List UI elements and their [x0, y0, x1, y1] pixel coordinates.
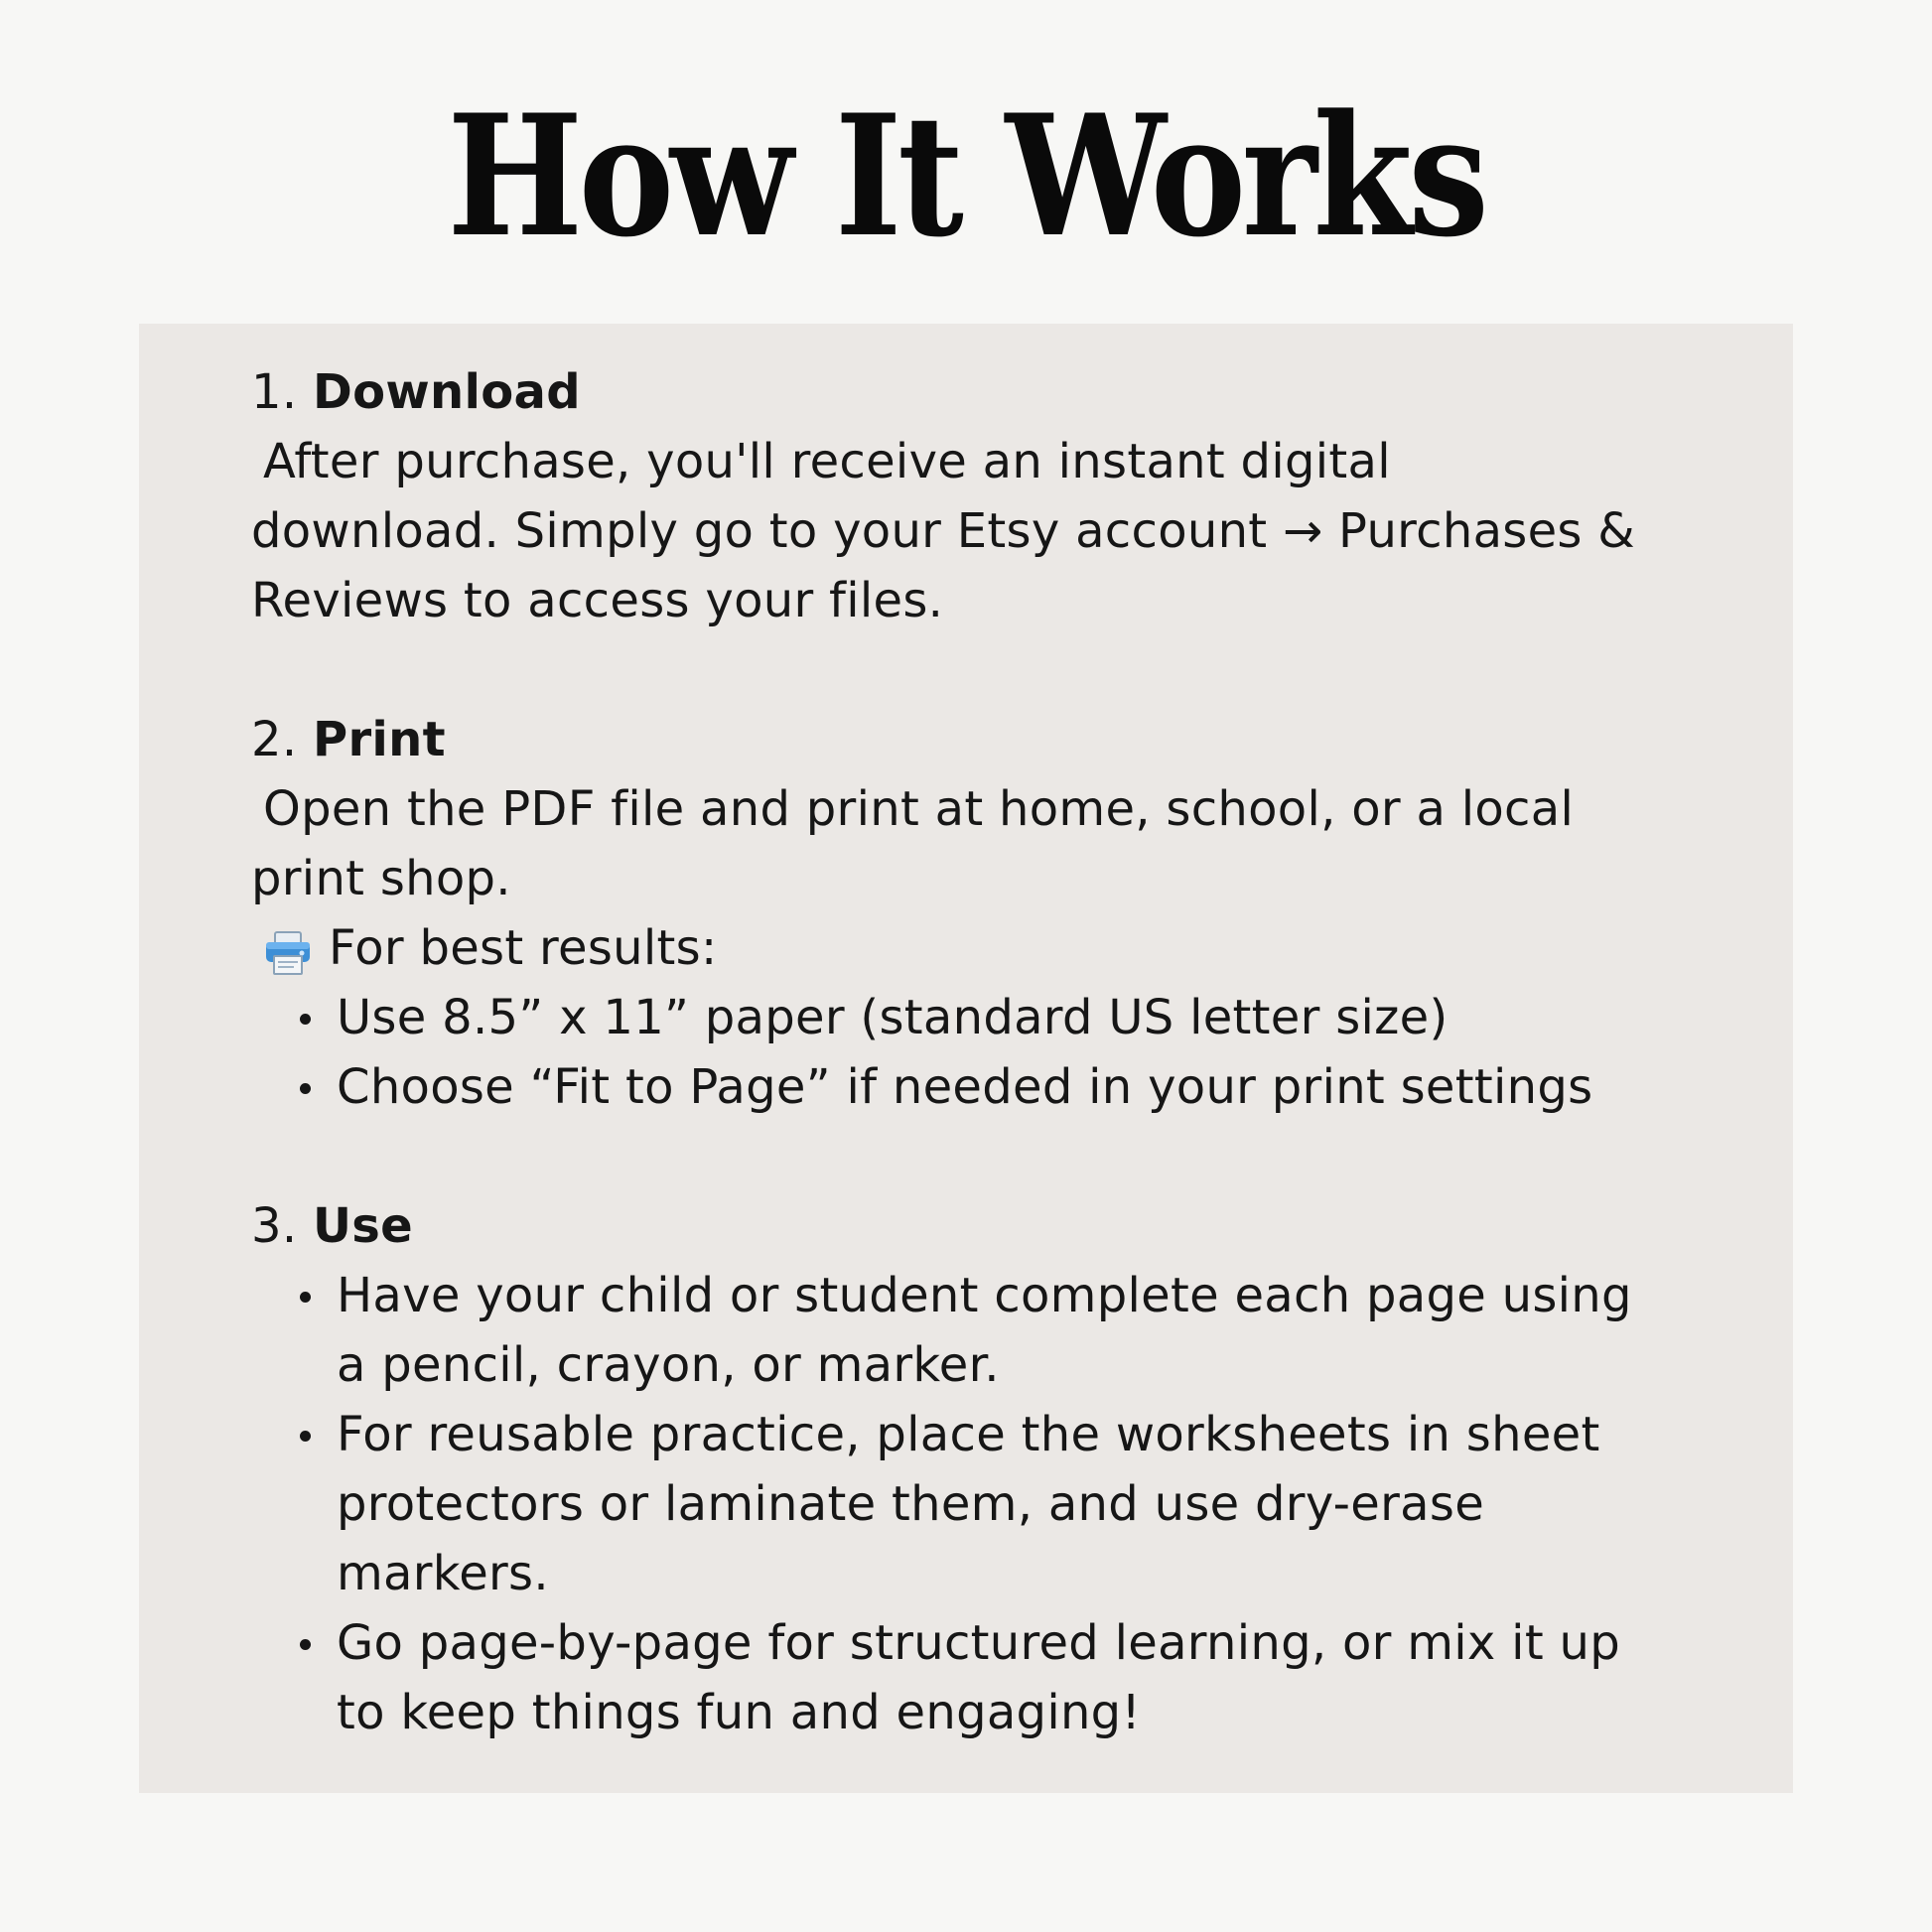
page-title: How It Works — [447, 77, 1485, 274]
section-label: Print — [312, 712, 446, 767]
section-number: 2. — [251, 712, 298, 767]
section-text-line: Open the PDF file and print at home, school, or a local — [263, 781, 1575, 837]
section-text-line: download. Simply go to your Etsy account → Purchases & — [251, 503, 1636, 559]
section-heading — [251, 705, 1721, 774]
spacer — [251, 1122, 1721, 1191]
section-number: 1. — [251, 364, 298, 420]
section-download — [251, 357, 1721, 635]
print-bullet-list — [251, 983, 1721, 1122]
list-item-line: Use 8.5” x 11” paper (standard US letter size) — [337, 990, 1449, 1045]
section-label: Use — [312, 1198, 413, 1254]
section-print — [251, 705, 1721, 1122]
section-use — [251, 1191, 1721, 1747]
section-text-line: print shop. — [251, 851, 511, 906]
spacer — [251, 635, 1721, 705]
list-item-line: markers. — [337, 1546, 549, 1601]
section-text-line: Reviews to access your files. — [251, 573, 944, 628]
list-item — [251, 1052, 1721, 1122]
list-item-line: protectors or laminate them, and use dry-erase — [337, 1476, 1485, 1532]
tip-text: For best results: — [329, 920, 718, 976]
print-tip — [251, 913, 1721, 983]
list-item — [251, 1261, 1721, 1400]
list-item — [251, 1608, 1721, 1747]
use-bullet-list — [251, 1261, 1721, 1747]
section-text-line: After purchase, you'll receive an instant digital — [263, 434, 1391, 489]
section-number: 3. — [251, 1198, 298, 1254]
section-heading — [251, 357, 1721, 427]
list-item-line: For reusable practice, place the worksheets in sheet — [337, 1407, 1600, 1462]
list-item-line: Choose “Fit to Page” if needed in your print settings — [337, 1059, 1593, 1115]
list-item — [251, 983, 1721, 1052]
list-item-line: a pencil, crayon, or marker. — [337, 1337, 1000, 1393]
printer-icon — [263, 925, 313, 971]
list-item-line: Have your child or student complete each page using — [337, 1268, 1632, 1323]
instructions-content — [251, 357, 1721, 1747]
section-label: Download — [312, 364, 581, 420]
section-heading — [251, 1191, 1721, 1261]
list-item-line: Go page-by-page for structured learning, or mix it up — [337, 1615, 1620, 1671]
list-item-line: to keep things fun and engaging! — [337, 1685, 1141, 1740]
list-item — [251, 1400, 1721, 1608]
